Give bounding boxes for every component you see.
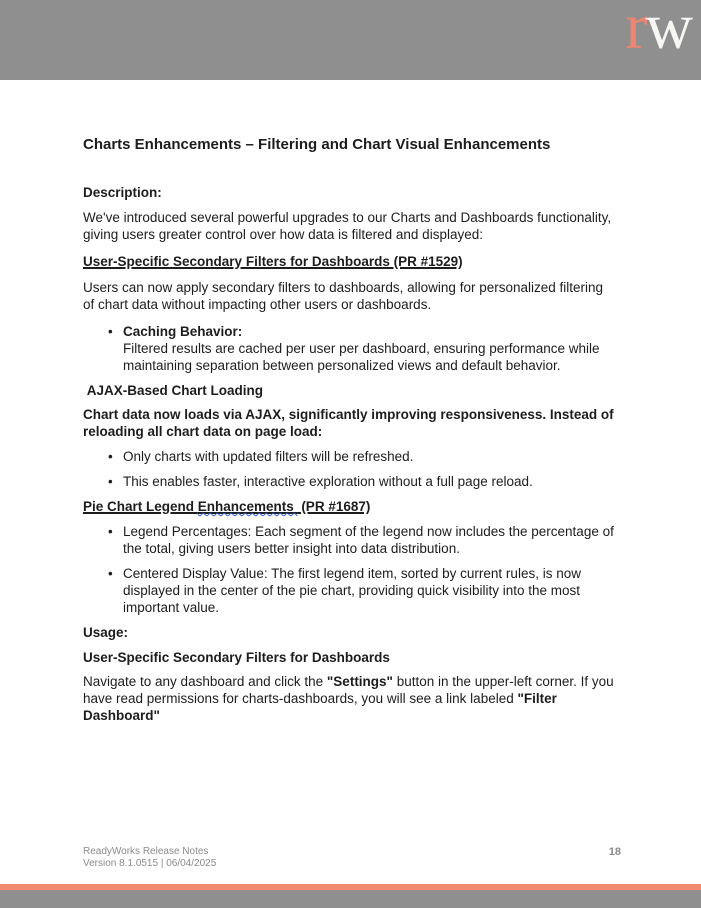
bullet-item: • This enables faster, interactive exploration without a full page reload. xyxy=(107,473,618,490)
bullet-item: • Only charts with updated filters will be refreshed. xyxy=(107,448,618,465)
ajax-bullet-list xyxy=(83,448,618,490)
page-footer xyxy=(83,846,621,870)
filter-dashboard-bold: "Filter Dashboard" xyxy=(83,691,557,723)
readyworks-logo xyxy=(625,0,691,63)
caching-text: Filtered results are cached per user per dashboard, ensuring performance while maintaining separation between personalized views and default behavior. xyxy=(123,341,600,373)
filters-paragraph: Users can now apply secondary filters to dashboards, allowing for personalized filtering of chart data without impacting other users or dashboards. xyxy=(83,280,604,312)
bullet-item: • Centered Display Value: The first legend item, sorted by current rules, is now displayed in the center of the pie chart, providing quick visibility into the most important value. xyxy=(107,565,618,616)
logo-letter-r: r xyxy=(625,0,646,63)
usage-part1: Navigate to any dashboard and click the xyxy=(83,674,327,689)
header-band xyxy=(0,0,701,80)
pie-heading-text xyxy=(83,499,370,514)
ajax-paragraph: Chart data now loads via AJAX, significantly improving responsiveness. Instead of reloading all chart data on page load: xyxy=(83,407,614,439)
bottom-band xyxy=(0,890,701,908)
caching-bullet-list xyxy=(83,323,618,374)
page-number: 18 xyxy=(608,846,621,858)
usage-part2: button in the upper-left corner. If you have read permissions for charts-dashboards, you will see a link labeled xyxy=(83,674,614,706)
footer-version-line: Version 8.1.0515 | 06/04/2025 xyxy=(83,858,217,869)
ajax-heading: AJAX-Based Chart Loading xyxy=(83,383,264,398)
usage-heading: User-Specific Secondary Filters for Dashboards xyxy=(83,650,390,665)
footer-doc-title: ReadyWorks Release Notes xyxy=(83,846,209,857)
description-label: Description: xyxy=(83,185,162,200)
filters-heading-text: User-Specific Secondary Filters for Dashboards (PR #1529) xyxy=(83,254,463,269)
bullet-item-caching xyxy=(107,323,618,374)
pie-heading-part1: Pie Chart Legend xyxy=(83,499,198,514)
document-content xyxy=(83,80,618,734)
footer-text-block xyxy=(83,846,216,870)
settings-bold: "Settings" xyxy=(326,674,393,689)
filters-heading xyxy=(83,253,618,270)
page-title: Charts Enhancements – Filtering and Chart Visual Enhancements xyxy=(83,136,551,153)
usage-label: Usage: xyxy=(83,625,129,640)
usage-paragraph xyxy=(83,673,618,724)
pie-heading-part2: (PR #1687) xyxy=(297,499,371,514)
pie-heading xyxy=(83,498,618,515)
bullet-item: • Legend Percentages: Each segment of the legend now includes the percentage of the total, giving users better insight into data distribution. xyxy=(107,523,618,557)
pie-heading-squiggle: Enhancements xyxy=(197,499,298,514)
pie-bullet-list xyxy=(83,523,618,616)
caching-label: • Caching Behavior: xyxy=(123,324,243,339)
logo-letter-w: w xyxy=(645,0,691,63)
intro-paragraph: We've introduced several powerful upgrades to our Charts and Dashboards functionality, giving users greater control over how data is filtered and displayed: xyxy=(83,210,612,242)
